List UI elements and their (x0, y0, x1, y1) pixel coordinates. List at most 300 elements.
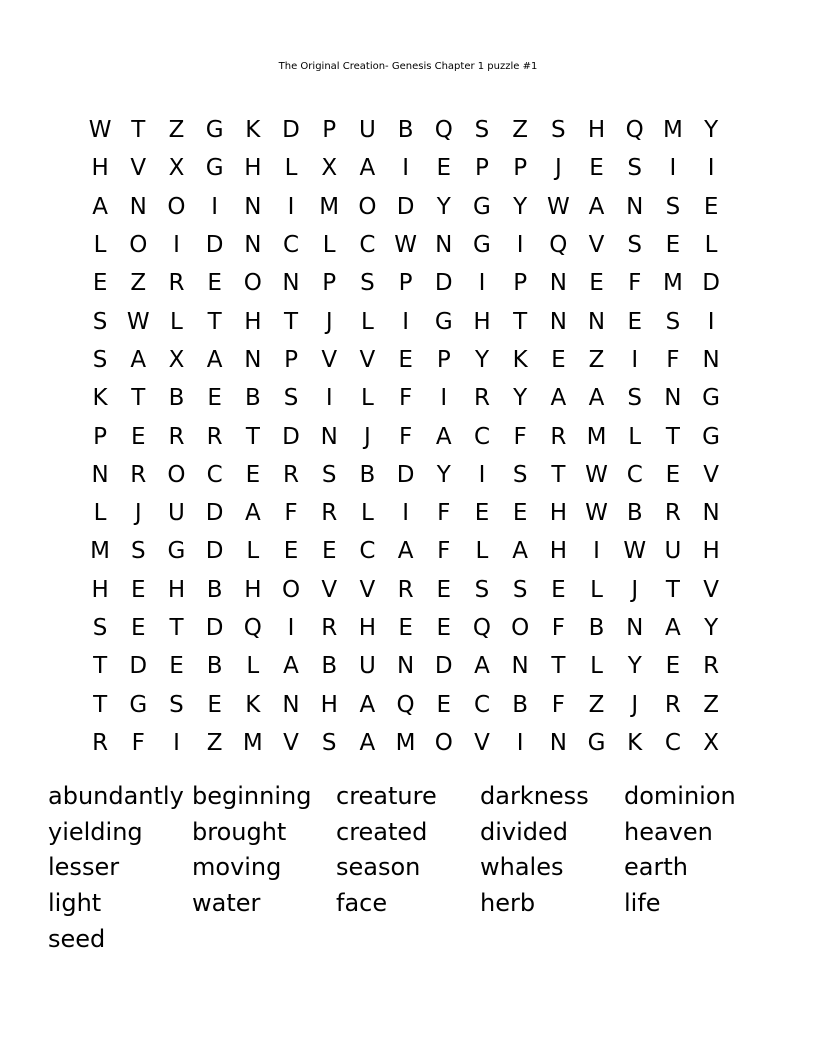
grid-letter: A (206, 346, 223, 373)
grid-letter: N (244, 193, 262, 220)
grid-letter: A (512, 538, 529, 565)
grid-letter: Q (625, 117, 644, 144)
grid-row (81, 264, 731, 302)
grid-letter: G (205, 117, 224, 144)
grid-letter: E (283, 538, 299, 565)
grid-letter: H (91, 155, 109, 182)
grid-letter: P (436, 346, 451, 373)
grid-letter: Y (513, 385, 528, 412)
grid-letter: I (440, 385, 448, 412)
word-list-item: abundantly (48, 782, 184, 810)
grid-letter: T (665, 423, 680, 450)
grid-letter: R (206, 423, 223, 450)
grid-letter: L (93, 232, 107, 259)
grid-letter: Z (588, 346, 605, 373)
grid-letter: T (207, 308, 222, 335)
grid-letter: B (397, 117, 414, 144)
grid-letter: M (90, 538, 111, 565)
grid-letter: X (703, 729, 719, 756)
grid-letter: P (398, 270, 413, 297)
grid-row (81, 724, 731, 762)
grid-letter: I (631, 346, 639, 373)
grid-letter: Q (243, 615, 262, 641)
grid-letter: G (473, 193, 491, 220)
word-list-item: beginning (192, 782, 312, 810)
grid-letter: J (631, 576, 639, 603)
grid-letter: U (358, 653, 376, 680)
grid-letter: P (475, 155, 489, 182)
grid-letter: G (205, 155, 224, 182)
grid-letter: M (319, 193, 340, 220)
grid-letter: I (287, 615, 295, 641)
grid-letter: N (129, 193, 147, 220)
grid-letter: F (551, 615, 565, 641)
grid-letter: W (88, 117, 112, 144)
grid-letter: R (550, 423, 567, 450)
grid-letter: I (669, 155, 677, 182)
grid-letter: P (93, 423, 108, 450)
grid-letter: B (206, 653, 223, 680)
grid-letter: A (283, 653, 299, 680)
grid-letter: S (283, 385, 299, 412)
grid-letter: F (551, 691, 565, 718)
grid-letter: N (91, 461, 109, 488)
grid-letter: L (360, 385, 374, 412)
grid-letter: J (364, 423, 371, 450)
grid-letter: G (129, 691, 148, 718)
grid-letter: R (321, 615, 338, 641)
grid-letter: C (664, 729, 681, 756)
grid-letter: I (478, 461, 486, 488)
grid-letter: V (283, 729, 299, 756)
grid-letter: E (398, 346, 413, 373)
grid-letter: E (703, 193, 719, 220)
grid-letter: N (626, 615, 644, 641)
grid-letter: A (435, 423, 452, 450)
word-list-item: dominion (624, 782, 736, 810)
grid-letter: P (513, 270, 528, 297)
grid-letter: E (131, 576, 146, 603)
grid-letter: Z (703, 691, 719, 718)
grid-letter: S (360, 270, 375, 297)
grid-letter: T (284, 308, 299, 335)
grid-letter: U (664, 538, 682, 565)
grid-letter: E (551, 576, 566, 603)
grid-letter: S (321, 461, 337, 488)
grid-letter: L (360, 500, 374, 527)
grid-letter: S (512, 461, 528, 488)
grid-letter: S (551, 117, 566, 144)
grid-letter: B (206, 576, 223, 603)
grid-row (81, 226, 731, 264)
grid-letter: L (590, 653, 603, 680)
word-list-item: life (624, 889, 661, 918)
grid-letter: D (434, 270, 453, 297)
grid-letter: R (168, 423, 185, 450)
grid-letter: N (587, 308, 606, 335)
grid-letter: N (282, 270, 300, 297)
grid-letter: R (321, 500, 338, 527)
grid-letter: B (512, 691, 529, 718)
grid-letter: N (320, 423, 338, 450)
grid-letter: S (665, 193, 681, 220)
word-list-item: lesser (48, 853, 120, 882)
grid-letter: S (665, 308, 681, 335)
grid-letter: J (325, 308, 333, 335)
grid-letter: I (173, 232, 180, 259)
grid-letter: V (359, 576, 376, 603)
grid-letter: U (358, 117, 376, 144)
grid-row (81, 456, 731, 494)
grid-letter: B (244, 385, 261, 412)
grid-row (81, 571, 731, 609)
puzzle-title: The Original Creation- Genesis Chapter 1 puzzle #1 (278, 61, 538, 72)
grid-letter: L (246, 653, 260, 680)
grid-letter: M (662, 117, 683, 144)
grid-row (81, 302, 731, 340)
grid-letter: T (665, 576, 680, 603)
grid-letter: W (585, 500, 608, 527)
grid-letter: Z (588, 691, 605, 718)
grid-letter: A (550, 385, 567, 412)
grid-letter: R (397, 576, 414, 603)
grid-letter: Q (472, 615, 492, 641)
word-list (48, 780, 768, 958)
grid-letter: E (589, 270, 604, 297)
grid-letter: R (473, 385, 490, 412)
grid-letter: D (434, 653, 453, 680)
grid-letter: P (513, 155, 528, 182)
grid-letter: J (134, 500, 142, 527)
grid-letter: T (93, 653, 108, 680)
grid-letter: R (130, 461, 147, 488)
grid-letter: S (169, 691, 184, 718)
grid-letter: E (207, 385, 222, 412)
grid-letter: L (246, 538, 260, 565)
grid-letter: T (131, 385, 146, 412)
grid-letter: O (434, 729, 453, 756)
grid-letter: E (436, 576, 452, 603)
grid-letter: A (359, 155, 376, 182)
grid-letter: M (662, 270, 683, 297)
grid-letter: T (93, 691, 108, 718)
grid-letter: H (167, 576, 186, 603)
grid-letter: Y (474, 346, 489, 373)
grid-letter: P (322, 117, 337, 144)
grid-letter: C (626, 461, 643, 488)
grid-letter: V (703, 461, 719, 488)
grid-letter: K (627, 729, 643, 756)
grid-letter: Y (627, 653, 642, 680)
grid-letter: N (282, 691, 300, 718)
grid-letter: Z (168, 117, 185, 144)
grid-letter: M (586, 423, 607, 450)
grid-letter: A (588, 193, 605, 220)
grid-letter: H (587, 117, 606, 144)
grid-letter: D (702, 270, 720, 297)
grid-letter: P (284, 346, 298, 373)
grid-letter: U (168, 500, 185, 527)
grid-letter: O (167, 193, 186, 220)
grid-letter: S (627, 232, 643, 259)
grid-letter: S (474, 576, 490, 603)
grid-letter: W (546, 193, 570, 220)
grid-letter: I (173, 729, 180, 756)
grid-letter: H (244, 155, 262, 182)
grid-letter: E (169, 653, 184, 680)
grid-letter: N (396, 653, 415, 680)
grid-letter: F (131, 729, 145, 756)
grid-row (81, 609, 731, 647)
grid-letter: M (242, 729, 263, 756)
grid-letter: Q (396, 691, 415, 718)
word-list-item: light (48, 889, 102, 918)
grid-letter: I (707, 308, 715, 335)
grid-row (81, 149, 731, 187)
grid-letter: F (284, 500, 298, 527)
grid-letter: Y (436, 461, 451, 488)
grid-letter: E (551, 346, 566, 373)
grid-letter: S (92, 308, 108, 335)
grid-letter: B (626, 500, 643, 527)
grid-row (81, 341, 731, 379)
grid-letter: T (513, 308, 528, 335)
grid-letter: R (664, 691, 681, 718)
word-list-item: whales (480, 853, 564, 882)
grid-letter: F (437, 538, 451, 565)
grid-letter: A (588, 385, 605, 412)
grid-letter: D (396, 461, 415, 488)
grid-letter: H (702, 538, 720, 565)
grid-letter: I (211, 193, 219, 220)
grid-letter: A (665, 615, 681, 641)
grid-letter: O (243, 270, 262, 297)
grid-letter: H (358, 615, 377, 641)
grid-letter: E (665, 653, 681, 680)
grid-letter: F (398, 385, 413, 412)
grid-letter: L (284, 155, 298, 182)
grid-letter: V (474, 729, 490, 756)
word-list-item: darkness (480, 782, 589, 810)
grid-letter: A (92, 193, 108, 220)
grid-letter: R (664, 500, 681, 527)
grid-letter: X (168, 155, 185, 182)
grid-letter: O (167, 461, 186, 488)
grid-letter: R (283, 461, 300, 488)
word-list-item: brought (192, 817, 287, 846)
grid-letter: I (287, 193, 295, 220)
grid-letter: F (513, 423, 527, 450)
grid-letter: K (245, 691, 261, 718)
grid-letter: W (126, 308, 150, 335)
grid-letter: I (402, 308, 409, 335)
grid-letter: Q (549, 232, 568, 259)
grid-letter: I (325, 385, 333, 412)
grid-letter: C (359, 232, 376, 259)
grid-letter: W (585, 461, 608, 488)
grid-letter: E (207, 270, 222, 297)
word-list-item: divided (480, 817, 569, 846)
grid-letter: D (129, 653, 148, 680)
grid-letter: E (627, 308, 642, 335)
grid-letter: L (628, 423, 642, 450)
grid-letter: L (590, 576, 603, 603)
grid-letter: D (396, 193, 415, 220)
grid-letter: G (587, 729, 606, 756)
grid-letter: L (360, 308, 374, 335)
grid-letter: E (512, 500, 528, 527)
grid-letter: I (707, 155, 715, 182)
grid-letter: H (320, 691, 338, 718)
grid-letter: J (554, 155, 562, 182)
grid-letter: A (359, 729, 376, 756)
grid-row (81, 685, 731, 723)
grid-letter: A (244, 500, 261, 527)
grid-letter: N (549, 308, 567, 335)
grid-letter: D (282, 423, 300, 450)
grid-letter: L (170, 308, 183, 335)
grid-letter: F (398, 423, 413, 450)
grid-letter: X (321, 155, 338, 182)
grid-letter: V (588, 232, 605, 259)
grid-letter: E (436, 615, 452, 641)
grid-letter: O (511, 615, 530, 641)
grid-letter: E (589, 155, 604, 182)
grid-letter: V (359, 346, 376, 373)
grid-letter: B (359, 461, 376, 488)
word-list-item: yielding (48, 817, 143, 846)
grid-letter: B (168, 385, 185, 412)
grid-letter: S (130, 538, 146, 565)
grid-letter: R (703, 653, 720, 680)
grid-letter: E (131, 423, 146, 450)
grid-letter: H (91, 576, 109, 603)
grid-letter: D (205, 538, 224, 565)
grid-letter: N (664, 385, 682, 412)
grid-letter: V (130, 155, 147, 182)
grid-letter: V (321, 346, 338, 373)
word-list-item: moving (192, 853, 282, 882)
grid-letter: D (282, 117, 300, 144)
grid-letter: N (702, 500, 720, 527)
grid-letter: E (398, 615, 413, 641)
grid-letter: H (549, 538, 567, 565)
grid-letter: S (92, 615, 108, 641)
grid-letter: K (92, 385, 108, 412)
grid-letter: K (245, 117, 261, 144)
grid-letter: M (395, 729, 416, 756)
word-list-item: face (336, 889, 388, 918)
grid-row (81, 532, 731, 570)
grid-letter: S (321, 729, 337, 756)
grid-letter: C (473, 691, 490, 718)
grid-letter: N (549, 729, 567, 756)
grid-letter: H (473, 308, 491, 335)
grid-letter: C (206, 461, 223, 488)
grid-letter: Z (206, 729, 223, 756)
grid-letter: N (435, 232, 453, 259)
grid-letter: N (702, 346, 720, 373)
grid-letter: R (168, 270, 185, 297)
grid-letter: L (704, 232, 718, 259)
grid-letter: J (631, 691, 639, 718)
grid-row (81, 647, 731, 685)
grid-letter: K (512, 346, 528, 373)
grid-letter: G (702, 385, 720, 412)
grid-letter: O (281, 576, 301, 603)
grid-letter: E (436, 155, 452, 182)
grid-letter: P (322, 270, 337, 297)
grid-letter: S (627, 155, 643, 182)
grid-letter: C (359, 538, 376, 565)
grid-letter: T (245, 423, 260, 450)
grid-row (81, 111, 731, 149)
grid-letter: E (131, 615, 146, 641)
grid-letter: O (358, 193, 377, 220)
grid-letter: E (92, 270, 108, 297)
grid-letter: N (244, 232, 262, 259)
grid-letter: Q (434, 117, 453, 144)
grid-row (81, 188, 731, 226)
grid-letter: B (588, 615, 605, 641)
grid-letter: A (359, 691, 376, 718)
grid-letter: E (665, 232, 681, 259)
grid-letter: L (322, 232, 336, 259)
grid-letter: E (207, 691, 222, 718)
grid-letter: G (434, 308, 453, 335)
grid-letter: Y (704, 117, 719, 144)
grid-letter: Y (704, 615, 719, 641)
grid-letter: T (551, 653, 566, 680)
grid-letter: C (283, 232, 300, 259)
grid-letter: H (549, 500, 567, 527)
grid-letter: E (436, 691, 452, 718)
grid-letter: L (475, 538, 489, 565)
grid-letter: X (168, 346, 185, 373)
grid-letter: S (92, 346, 108, 373)
letter-grid (81, 111, 731, 762)
grid-letter: N (626, 193, 644, 220)
grid-letter: S (512, 576, 528, 603)
grid-letter: I (516, 232, 524, 259)
grid-letter: A (397, 538, 414, 565)
word-list-item: earth (624, 853, 688, 882)
grid-letter: T (131, 117, 146, 144)
grid-letter: H (244, 576, 262, 603)
grid-letter: W (394, 232, 417, 259)
grid-letter: N (549, 270, 567, 297)
grid-letter: F (666, 346, 680, 373)
word-list-item: created (336, 817, 428, 846)
grid-letter: D (205, 500, 224, 527)
grid-letter: W (623, 538, 647, 565)
grid-letter: E (321, 538, 337, 565)
grid-letter: T (169, 615, 184, 641)
grid-letter: Z (130, 270, 147, 297)
grid-letter: O (129, 232, 148, 259)
grid-letter: F (437, 500, 451, 527)
grid-letter: I (516, 729, 524, 756)
grid-letter: Z (512, 117, 529, 144)
grid-letter: E (665, 461, 681, 488)
grid-letter: E (474, 500, 490, 527)
word-list-item: seed (48, 924, 106, 953)
grid-letter: V (321, 576, 338, 603)
grid-letter: C (473, 423, 490, 450)
word-list-item: water (192, 889, 261, 918)
grid-letter: H (244, 308, 262, 335)
grid-letter: L (93, 500, 107, 527)
